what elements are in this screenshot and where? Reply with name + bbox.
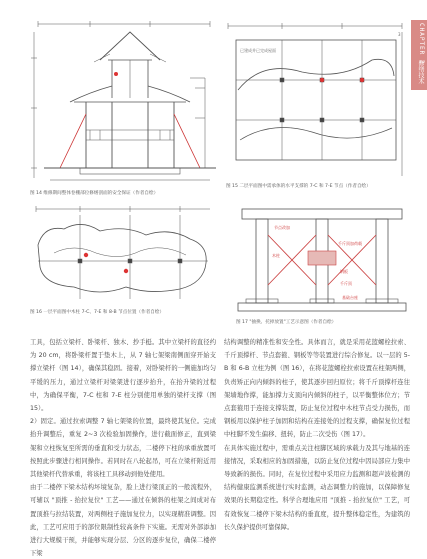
figure-16-caption: 图 16 一层平面图中木柱 7-C、7-E 和 8-B 节点位置（作者自绘） <box>30 310 165 315</box>
paragraph: 由于二楼停下梁木结构坏境复杂，脸上进行梁顶正的一般流程外，可辅以 "顶推 - 抬拉复位" 工艺——通过在倾斜的柱架之间成对布置顶推与拉结装置，对两侧柱子施加复位力，以实现精准调整。因此，工艺可应用于的部位限制性较高条件下实施。无需对外部添加进行大规模干预，并能够实现分层、分区的逐步复位，确保二楼停下梁 <box>30 484 216 558</box>
body-column-left <box>30 336 216 559</box>
figure-16-marker-2 <box>124 269 128 273</box>
figure-17-label-3: 木柱 <box>272 253 280 258</box>
figure-15 <box>222 20 410 180</box>
paragraph: 工具，包括立梁杆、卧梁杆、独木、抄手梃。其中立梁杆的直径约为 20 cm，将卧梁杆置于垫木上，从 7 轴七架梁南侧面穿开始支撑立梁杆（图 14），确保其稳固。接着，对卧梁杆的一侧施加均匀平缓的压力，通过立梁杆对梁架进行逐步抬升，在抬升梁的过程中，为确保平衡，7-C 柱和 7-E 柱分别使用单独的梁杆支撑（图 15）。 <box>30 339 216 413</box>
figure-16 <box>30 205 215 305</box>
figure-14 <box>30 18 220 188</box>
figure-14-marker <box>114 72 118 76</box>
figure-16-drawing <box>30 205 215 305</box>
figure-17-label-4: 钢板 <box>340 269 348 274</box>
paragraph: 在具体实施过程中，需重点关注柱脚区域的承载力及其与地基的连接情况，采取相应的加固措施，以防止复位过程中因局部应力集中导致新的损伤。同时，在复位过程中采用应力监测和超声波检测的结构健康监测系统进行实时监测，动态调整力的施加，以保障修复效果的长期稳定性。科学合理地应用 "顶推 - 抬拉复位" 工艺，可有效恢复二楼停下梁木结构的垂直度，提升整体稳定性，为建筑的长久保护提供可靠保障。 <box>224 444 410 531</box>
figure-17-label-2: 千斤顶加荷载 <box>338 241 362 246</box>
figure-14-drawing <box>30 18 220 188</box>
figure-17-jack <box>308 251 336 265</box>
chapter-side-tab <box>411 20 427 90</box>
section-label: 修缮技术 <box>417 60 424 84</box>
figure-17-label-1: 节点改加 <box>274 225 290 230</box>
paragraph: 结构调整的精准性和安全性。具体而言，就是采用花篮螺栓拉索、千斤顶撑杆、节点套箍、钢板等等装置进行综合修复。以一层的 5-B 和 6-B 立柱为例（图 16），在将花篮螺栓拉索设置在柱架两侧，负责矫正向内倾斜的柱子，使其逐步回归原位；将千斤顶撑杆连往架墙地作撑，能加撑力支顶向内倾斜的柱子，以平衡整体位方；节点套箍用于连接支撑装置，防止复位过程中木柱节点受力损伤，而钢板用以保护柱子加固和结构在连接处的过程支撑，确保复位过程中柱脚不发生偏移、扭转，防止二次受伤（图 17）。 <box>224 339 410 439</box>
paragraph: 2）固定。通过拉索调整 7 轴七架梁的位置，最终使其复位。完成抬升调整后，重复 2~3 次检验加固操作，进行截面修正，直到梁架和立柱恢复至所需的垂直和受力状态，二楼停下柱的承重放置可按照此步骤进行相同操作。若同时在八轮起吊，可在立梁杆附近用其他梁杆代替承重，将该柱工具移动到他处使用。 <box>30 418 216 479</box>
figure-15-label-left: 已建成并已完成屋面 <box>240 48 276 53</box>
body-column-right <box>224 336 410 534</box>
figure-15-drawing <box>222 20 410 180</box>
figure-15-caption: 图 15 二层平面图中需承体的水平支撑的 7-C 和 7-E 节点（作者自绘） <box>226 184 371 189</box>
figure-17 <box>234 205 410 317</box>
figure-14-caption: 图 14 维修期间整体卷棚部位修缮剖面的安全保证（作者自绘） <box>30 191 159 196</box>
figure-15-marker-1 <box>320 78 324 82</box>
chapter-label: CHAPTER 3 <box>418 23 425 65</box>
figure-16-marker-1 <box>84 253 88 257</box>
figure-17-caption: 图 17 "抽换、托掉放置"工艺示意图（作者自绘） <box>236 320 337 325</box>
figure-17-label-6: 基础台座 <box>342 295 358 300</box>
figure-17-drawing <box>234 205 410 317</box>
figure-17-label-5: 千斤顶 <box>340 281 352 286</box>
figure-15-marker-2 <box>360 78 364 82</box>
figure-15-label-top: 3 <box>398 32 401 37</box>
